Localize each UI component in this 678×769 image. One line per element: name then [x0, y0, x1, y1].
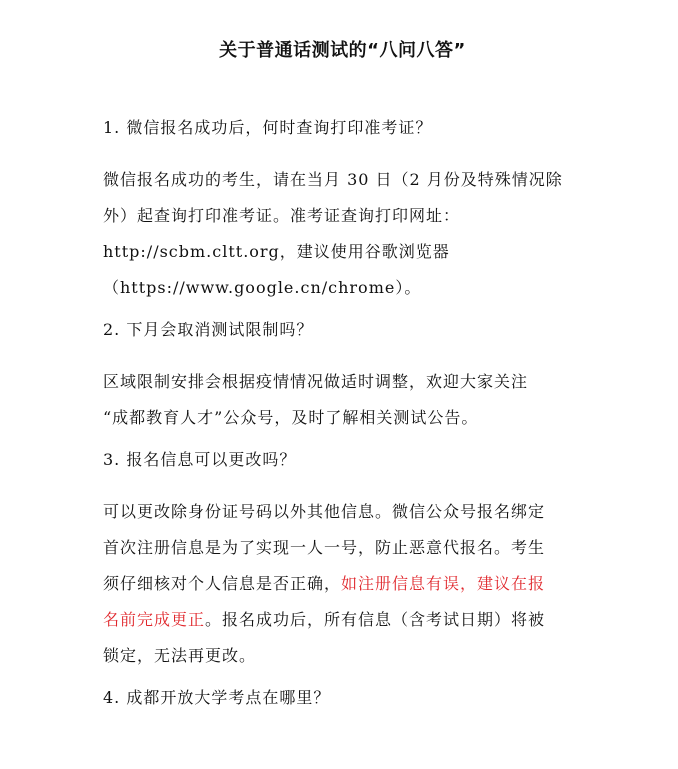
answer-3-line: 锁定，无法再更改。	[103, 646, 257, 665]
answer-3-line: 可以更改除身份证号码以外其他信息。微信公众号报名绑定	[103, 502, 546, 521]
document-title: 关于普通话测试的“八问八答”	[219, 40, 466, 61]
question-1: 1. 微信报名成功后，何时查询打印准考证？	[103, 118, 433, 137]
answer-1-line: 微信报名成功的考生，请在当月 30 日（2 月份及特殊情况除	[103, 170, 563, 189]
answer-1	[103, 162, 582, 306]
answer-3-line: 首次注册信息是为了实现一人一号，防止恶意代报名。考生	[103, 538, 546, 557]
answer-3-line	[103, 602, 582, 638]
answer-3-text: 。报名成功后，所有信息（含考试日期）将被	[205, 610, 546, 629]
question-2: 2. 下月会取消测试限制吗？	[103, 320, 314, 339]
faq-content	[103, 116, 582, 710]
answer-1-line: （https://www.google.cn/chrome）。	[103, 278, 422, 297]
answer-1-line: 外）起查询打印准考证。准考证查询打印网址：	[103, 206, 461, 225]
answer-2-line: 区域限制安排会根据疫情情况做适时调整，欢迎大家关注	[103, 372, 529, 391]
answer-3	[103, 494, 582, 674]
answer-2	[103, 364, 582, 436]
answer-1-url-line: http://scbm.cltt.org，建议使用谷歌浏览器	[103, 242, 450, 261]
answer-3-highlight: 如注册信息有误，建议在报	[341, 574, 546, 593]
answer-3-text: 须仔细核对个人信息是否正确，	[103, 574, 342, 593]
answer-3-highlight: 名前完成更正	[103, 610, 206, 629]
answer-3-line	[103, 566, 582, 602]
answer-2-line: “成都教育人才”公众号，及时了解相关测试公告。	[103, 408, 479, 427]
question-3: 3. 报名信息可以更改吗？	[103, 450, 297, 469]
question-4: 4. 成都开放大学考点在哪里？	[103, 688, 331, 707]
